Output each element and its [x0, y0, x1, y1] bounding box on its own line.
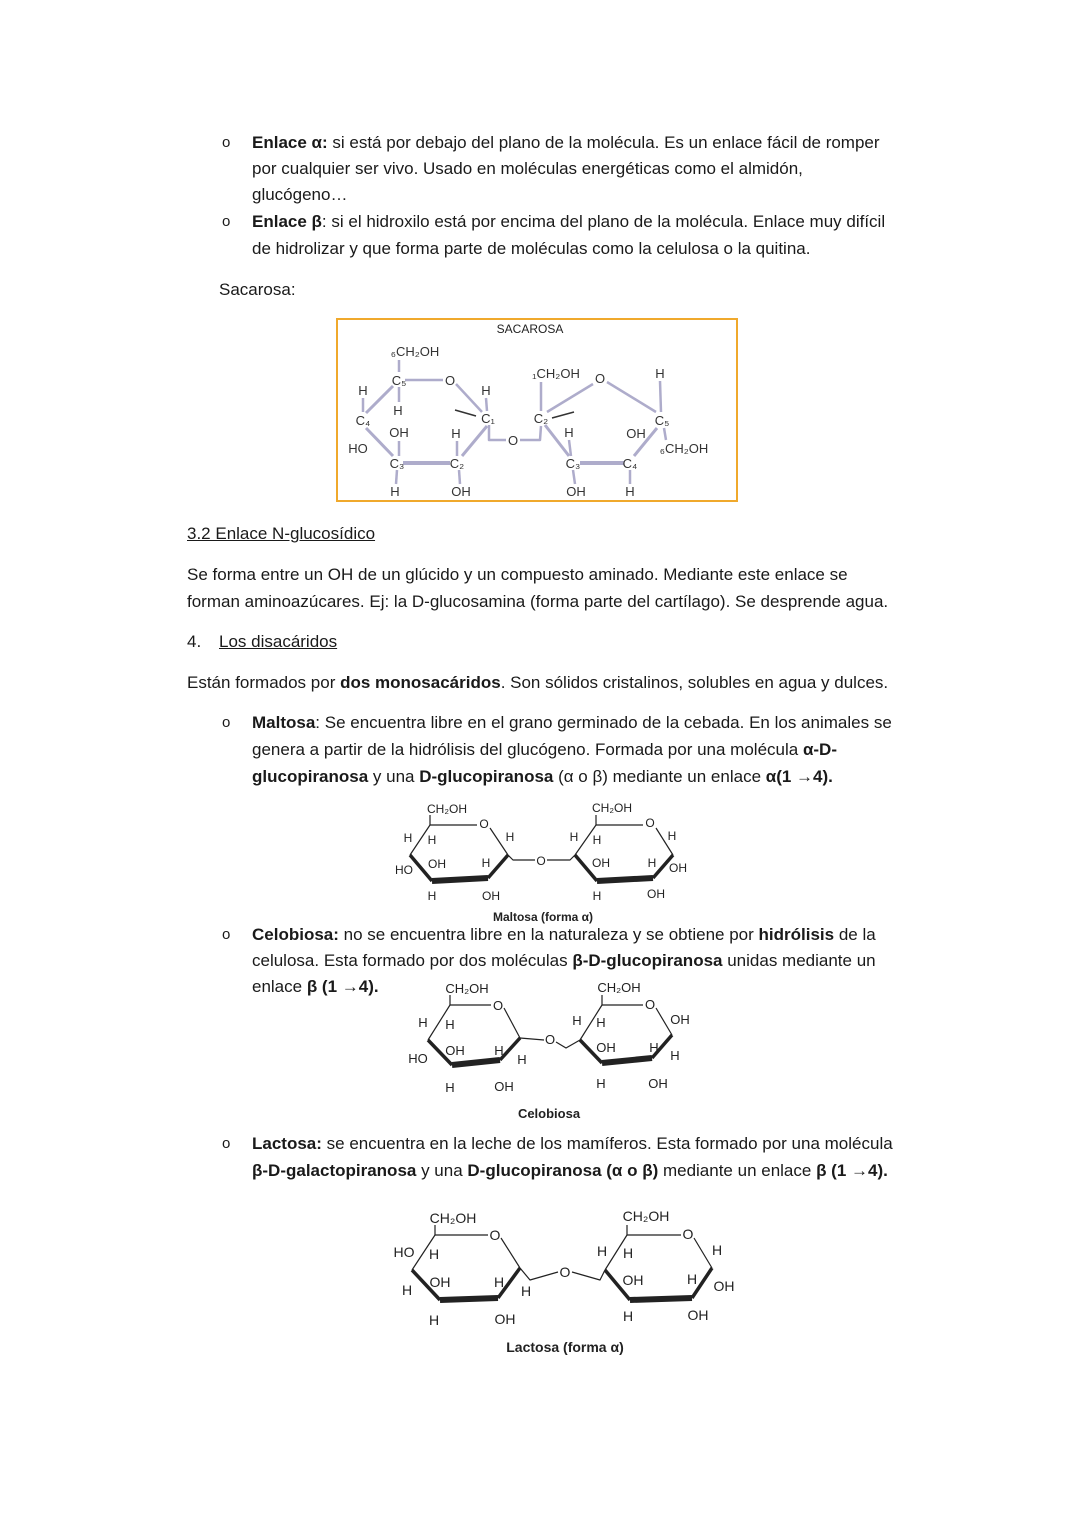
atom-label: CH₂OH: [427, 802, 467, 816]
atom-label: H: [481, 383, 491, 398]
bullet-marker: o: [222, 926, 231, 943]
figure-caption: Celobiosa: [517, 1106, 581, 1121]
atom-label: H: [517, 1052, 527, 1067]
bold-text: Celobiosa:: [252, 925, 339, 944]
text-segment: si está por debajo del plano de la molécula. Es un enlace fácil de romper: [327, 133, 880, 152]
bond: [366, 386, 393, 413]
bullet-marker: o: [222, 714, 231, 731]
atom-label: H: [481, 856, 491, 870]
atom-label: H: [649, 1040, 659, 1055]
atom-label: H: [403, 831, 413, 845]
bond: [694, 1238, 712, 1268]
atom-label: C₂: [533, 411, 549, 426]
bond: [452, 1060, 500, 1065]
bond: [660, 381, 661, 412]
atom-label: H: [596, 1243, 608, 1259]
atom-label: CH₂OH: [445, 981, 489, 996]
atom-label: O: [544, 1032, 556, 1047]
atom-label: C₃: [565, 456, 581, 471]
atom-label: OH: [428, 857, 446, 871]
atom-label: H: [358, 383, 368, 398]
text-segment: Se forma entre un OH de un glúcido y un compuesto aminado. Mediante este enlace se: [187, 565, 848, 584]
atom-label: H: [494, 1043, 504, 1058]
bond: [569, 440, 571, 456]
atom-label: H: [393, 403, 403, 418]
atom-label: C₄: [355, 413, 371, 428]
atom-label: OH: [429, 1274, 451, 1290]
atom-label: OH: [451, 484, 471, 499]
atom-label: C₅: [391, 373, 407, 388]
bond: [488, 855, 508, 878]
atom-label: O: [507, 433, 519, 448]
atom-label: ₁CH₂OH: [532, 366, 580, 381]
atom-label: OH: [670, 1012, 690, 1027]
atom-label: CH₂OH: [592, 801, 632, 815]
bond: [508, 855, 535, 860]
atom-label: H: [592, 889, 602, 903]
text-segment: genera a partir de la hidrólisis del glucógeno. Formada por una molécula: [252, 740, 803, 759]
atom-label: H: [667, 829, 677, 843]
atom-label: H: [505, 830, 515, 844]
atom-label: H: [647, 856, 657, 870]
atom-label: H: [451, 426, 461, 441]
atom-label: OH: [669, 861, 687, 875]
bond: [607, 382, 656, 412]
atom-label: OH: [596, 1040, 616, 1055]
atom-label: HO: [395, 863, 413, 877]
bond: [432, 878, 488, 881]
atom-label: O: [444, 373, 456, 388]
text-segment: unidas mediante un: [722, 951, 876, 970]
section-4-title: Los disacáridos: [219, 632, 338, 651]
atom-label: H: [596, 1015, 606, 1030]
atom-label: H: [592, 833, 602, 847]
atom-label: O: [594, 371, 606, 386]
atom-label: H: [622, 1308, 634, 1324]
atom-label: H: [569, 830, 579, 844]
atom-label: OH: [622, 1272, 644, 1288]
bond: [462, 426, 487, 456]
bold-text: β-D-glucopiranosa: [572, 951, 723, 970]
text-segment: : si el hidroxilo está por encima del plano de la molécula. Enlace muy difícil: [321, 212, 886, 231]
bond: [455, 410, 476, 416]
figure-caption: SACAROSA: [496, 322, 564, 336]
atom-label: OH: [445, 1043, 465, 1058]
atom-label: H: [572, 1013, 582, 1028]
text-segment: no se encuentra libre en la naturaleza y se obtiene por: [338, 925, 759, 944]
atom-label: H: [520, 1283, 532, 1299]
bond: [440, 1298, 498, 1300]
atom-label: ₆CH₂OH: [659, 441, 709, 456]
bond: [504, 1008, 520, 1038]
bold-text: β (1 →4).: [816, 1161, 888, 1180]
text-segment: (α o β) mediante un enlace: [553, 767, 766, 786]
text-segment: y una: [368, 767, 420, 786]
atom-label: H: [596, 1076, 606, 1091]
atom-label: H: [625, 484, 635, 499]
atom-label: OH: [592, 856, 610, 870]
bond: [556, 1040, 580, 1048]
text-segment: forman aminoazúcares. Ej: la D-glucosamina (forma parte del cartílago). Se desprende agua.: [187, 592, 889, 611]
bold-text: β-D-galactopiranosa: [252, 1161, 417, 1180]
atom-label: H: [427, 889, 437, 903]
text-segment: : Se encuentra libre en el grano germinado de la cebada. En los animales se: [315, 713, 892, 732]
text-segment: mediante un enlace: [658, 1161, 817, 1180]
atom-label: O: [489, 1227, 501, 1243]
bond: [573, 470, 575, 484]
atom-label: CH₂OH: [622, 1208, 670, 1224]
atom-label: H: [428, 1312, 440, 1328]
bond: [501, 1238, 520, 1268]
atom-label: O: [492, 998, 504, 1013]
bold-text: Lactosa:: [252, 1134, 322, 1153]
atom-label: C₄: [622, 456, 638, 471]
atom-label: OH: [647, 887, 665, 901]
atom-label: H: [493, 1274, 505, 1290]
bond: [547, 384, 593, 412]
text-segment: . Son sólidos cristalinos, solubles en agua y dulces.: [500, 673, 889, 692]
atom-label: OH: [687, 1307, 709, 1323]
bond: [597, 878, 653, 881]
text-segment: de hidrolizar y que forma parte de moléculas como la celulosa o la quitina.: [252, 239, 811, 258]
atom-label: H: [418, 1015, 428, 1030]
atom-label: O: [645, 816, 655, 830]
bond: [456, 384, 482, 412]
atom-label: OH: [626, 426, 646, 441]
bond: [552, 412, 574, 418]
atom-label: OH: [566, 484, 586, 499]
atom-label: HO: [408, 1051, 428, 1066]
atom-label: ₆CH₂OH: [390, 344, 440, 359]
bond: [486, 398, 487, 411]
section-3-2-title: 3.2 Enlace N-glucosídico: [187, 524, 376, 543]
bond: [602, 1058, 652, 1063]
text-segment: se encuentra en la leche de los mamíferos. Esta formado por una molécula: [321, 1134, 893, 1153]
atom-label: H: [655, 366, 665, 381]
atom-label: CH₂OH: [597, 980, 641, 995]
bold-text: D-glucopiranosa (α o β): [467, 1161, 659, 1180]
bullet-marker: o: [222, 1135, 231, 1152]
bullet-marker: o: [222, 213, 231, 230]
bond: [520, 1268, 558, 1280]
atom-label: OH: [494, 1079, 514, 1094]
text-segment: de la: [834, 925, 876, 944]
atom-label: HO: [393, 1244, 415, 1260]
bold-text: α-D-: [802, 740, 837, 759]
bold-text: hidrólisis: [758, 925, 835, 944]
bold-text: α: [765, 767, 777, 786]
bond: [520, 1038, 544, 1040]
atom-label: H: [445, 1080, 455, 1095]
bold-text: Maltosa: [252, 713, 316, 732]
atom-label: HO: [348, 441, 368, 456]
bold-text: β (1 →4).: [306, 977, 379, 996]
atom-label: C₃: [389, 456, 405, 471]
bond: [520, 426, 541, 440]
bold-text: Enlace α:: [252, 133, 328, 152]
atom-label: H: [445, 1017, 455, 1032]
atom-label: H: [622, 1245, 634, 1261]
atom-label: H: [401, 1282, 413, 1298]
text-segment: y una: [416, 1161, 468, 1180]
bond: [396, 470, 397, 484]
bond: [459, 470, 460, 484]
text-segment: celulosa. Esta formado por dos moléculas: [252, 951, 573, 970]
atom-label: O: [682, 1226, 694, 1242]
atom-label: O: [559, 1264, 571, 1280]
text-segment: glucógeno…: [252, 185, 348, 204]
atom-label: H: [390, 484, 400, 499]
atom-label: CH₂OH: [429, 1210, 477, 1226]
bold-text: D-glucopiranosa: [419, 767, 554, 786]
text-segment: Están formados por: [187, 673, 341, 692]
atom-label: O: [479, 817, 489, 831]
bond: [489, 425, 506, 440]
atom-label: H: [428, 1246, 440, 1262]
atom-label: C₅: [654, 413, 670, 428]
bold-text: dos monosacáridos: [340, 673, 501, 692]
bold-text: (1 →4).: [776, 767, 833, 786]
atom-label: H: [564, 425, 574, 440]
atom-label: OH: [648, 1076, 668, 1091]
atom-label: OH: [389, 425, 409, 440]
sacarosa-label: Sacarosa:: [219, 280, 296, 299]
atom-label: OH: [713, 1278, 735, 1294]
section-4-number: 4.: [187, 632, 202, 651]
bond: [572, 1270, 605, 1280]
atom-label: C₁: [481, 411, 495, 426]
atom-label: H: [670, 1048, 680, 1063]
atom-label: OH: [494, 1311, 516, 1327]
bond: [664, 428, 666, 440]
atom-label: H: [427, 833, 437, 847]
bold-text: glucopiranosa: [252, 767, 369, 786]
atom-label: O: [644, 997, 656, 1012]
atom-label: OH: [482, 889, 500, 903]
atom-label: C₂: [449, 456, 465, 471]
atom-label: H: [711, 1242, 723, 1258]
figure-caption: Lactosa (forma α): [506, 1339, 624, 1355]
bond: [630, 1298, 692, 1300]
atom-label: H: [686, 1271, 698, 1287]
text-segment: por cualquier ser vivo. Usado en moléculas energéticas como el almidón,: [252, 159, 803, 178]
atom-label: O: [536, 854, 546, 868]
text-segment: enlace: [252, 977, 307, 996]
bond: [547, 855, 575, 860]
bold-text: Enlace β: [252, 212, 322, 231]
figure-caption: Maltosa (forma α): [492, 910, 594, 924]
bullet-marker: o: [222, 134, 231, 151]
